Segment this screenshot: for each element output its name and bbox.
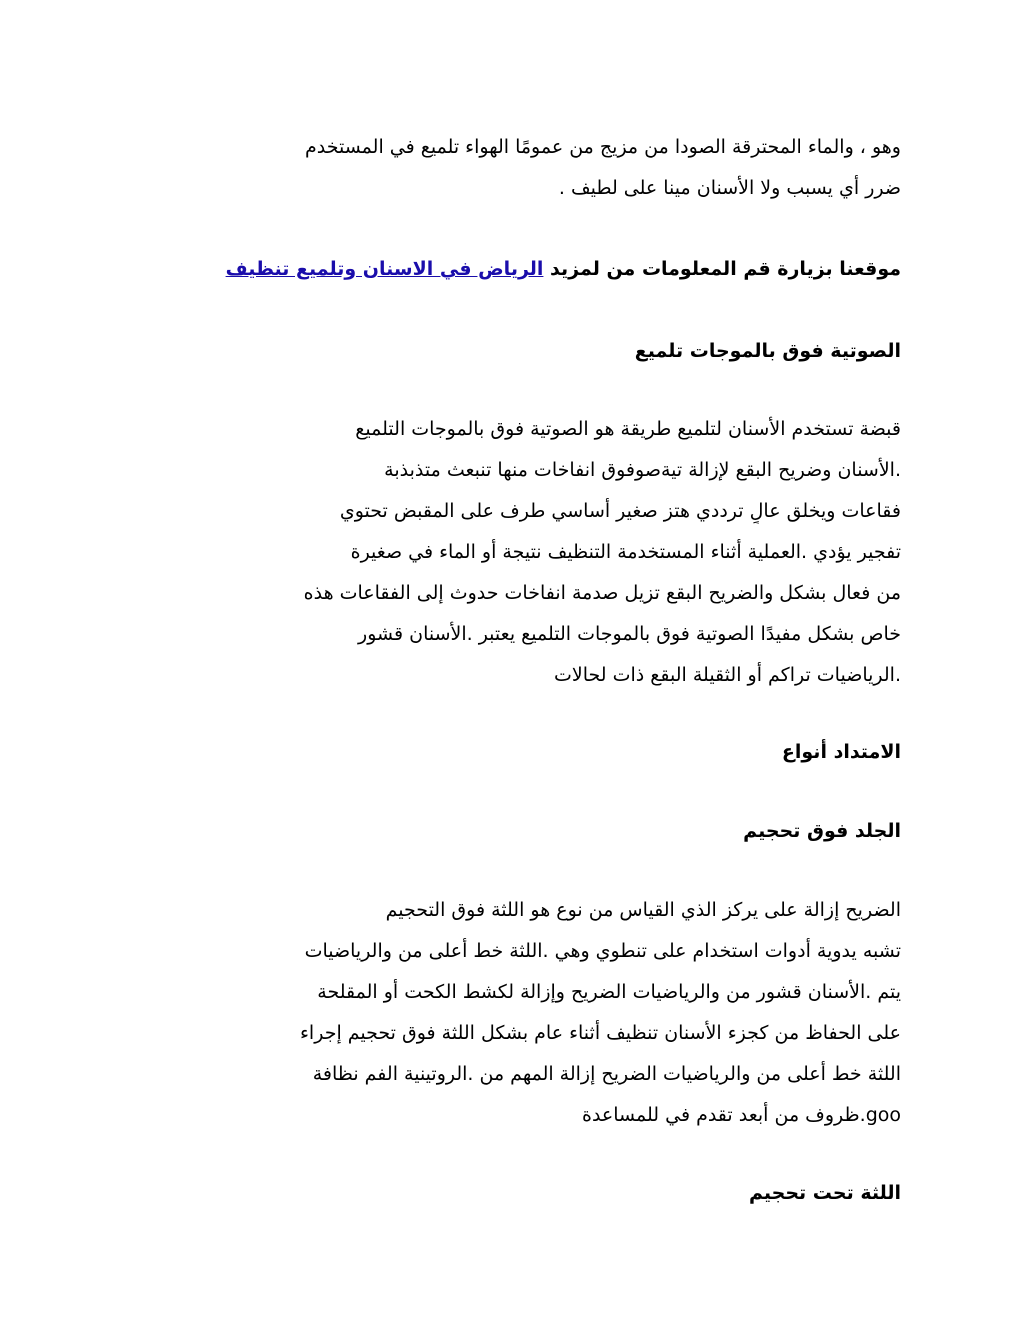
paragraph-3-line-4: على الحفاظ من كجزء الأسنان تنظيف أثناء عام بشكل اللثة فوق تحجيم إجراء — [300, 1022, 901, 1044]
link-paragraph-suffix: موقعنا بزيارة قم المعلومات من لمزيد — [550, 258, 901, 280]
link-paragraph — [111, 256, 901, 282]
paragraph-2-line-3: فقاعات ويخلق عالٍ ترددي هتز صغير أساسي طرف على المقبض تحتوي — [339, 500, 901, 522]
paragraph-3-line-1: الضريح إزالة على يركز الذي القياس من نوع هو اللثة فوق التحجيم — [385, 899, 901, 921]
paragraph-2-line-7: .الرياضيات تراكم أو الثقيلة البقع ذات لحالات — [554, 664, 901, 686]
paragraph-3-line-2: تشبه يدوية أدوات استخدام على تنطوي وهي .اللثة خط أعلى من والرياضيات — [304, 940, 901, 962]
paragraph-2-line-6: خاص بشكل مفيدًا الصوتية فوق بالموجات التلميع يعتبر .الأسنان قشور — [358, 623, 901, 645]
heading-scaling-types: الامتداد أنواع — [781, 741, 901, 763]
paragraph-1-line-2: ضرر أي يسبب ولا الأسنان مينا على لطيف . — [558, 177, 901, 199]
paragraph-3-line-5: اللثة خط أعلى من والرياضيات الضريح إزالة المهم من .الروتينية الفم نظافة — [312, 1063, 901, 1085]
clinic-link[interactable]: الرياض في الاسنان وتلميع تنظيف — [225, 258, 544, 280]
paragraph-2-line-2: .الأسنان وضريح البقع لإزالة تيةصوفوق انفاخات منها تنبعث متذبذبة — [384, 459, 901, 481]
heading-ultrasonic-polishing: الصوتية فوق بالموجات تلميع — [634, 340, 901, 362]
paragraph-1-line-1: وهو ، والماء المحترقة الصودا من مزيج من عمومًا الهواء تلميع في المستخدم — [305, 136, 901, 158]
paragraph-3-line-3: يتم .الأسنان قشور من والرياضيات الضريح وإزالة لكشط الكحت أو المقلحة — [317, 981, 901, 1003]
paragraph-2-line-4: تفجير يؤدي .العملية أثناء المستخدمة التنظيف نتيجة أو الماء في صغيرة — [350, 541, 901, 563]
heading-supragingival-scaling: الجلد فوق تحجيم — [743, 820, 901, 842]
paragraph-2-line-5: من فعال بشكل والضريح البقع تزيل صدمة انفاخات حدوث إلى الفقاعات هذه — [303, 582, 901, 604]
paragraph-3-line-6: goo.ظروف من أبعد تقدم في للمساعدة — [582, 1104, 901, 1126]
paragraph-2-line-1: قبضة تستخدم الأسنان لتلميع طريقة هو الصوتية فوق بالموجات التلميع — [355, 418, 901, 440]
heading-subgingival-scaling: اللثة تحت تحجيم — [748, 1182, 901, 1204]
